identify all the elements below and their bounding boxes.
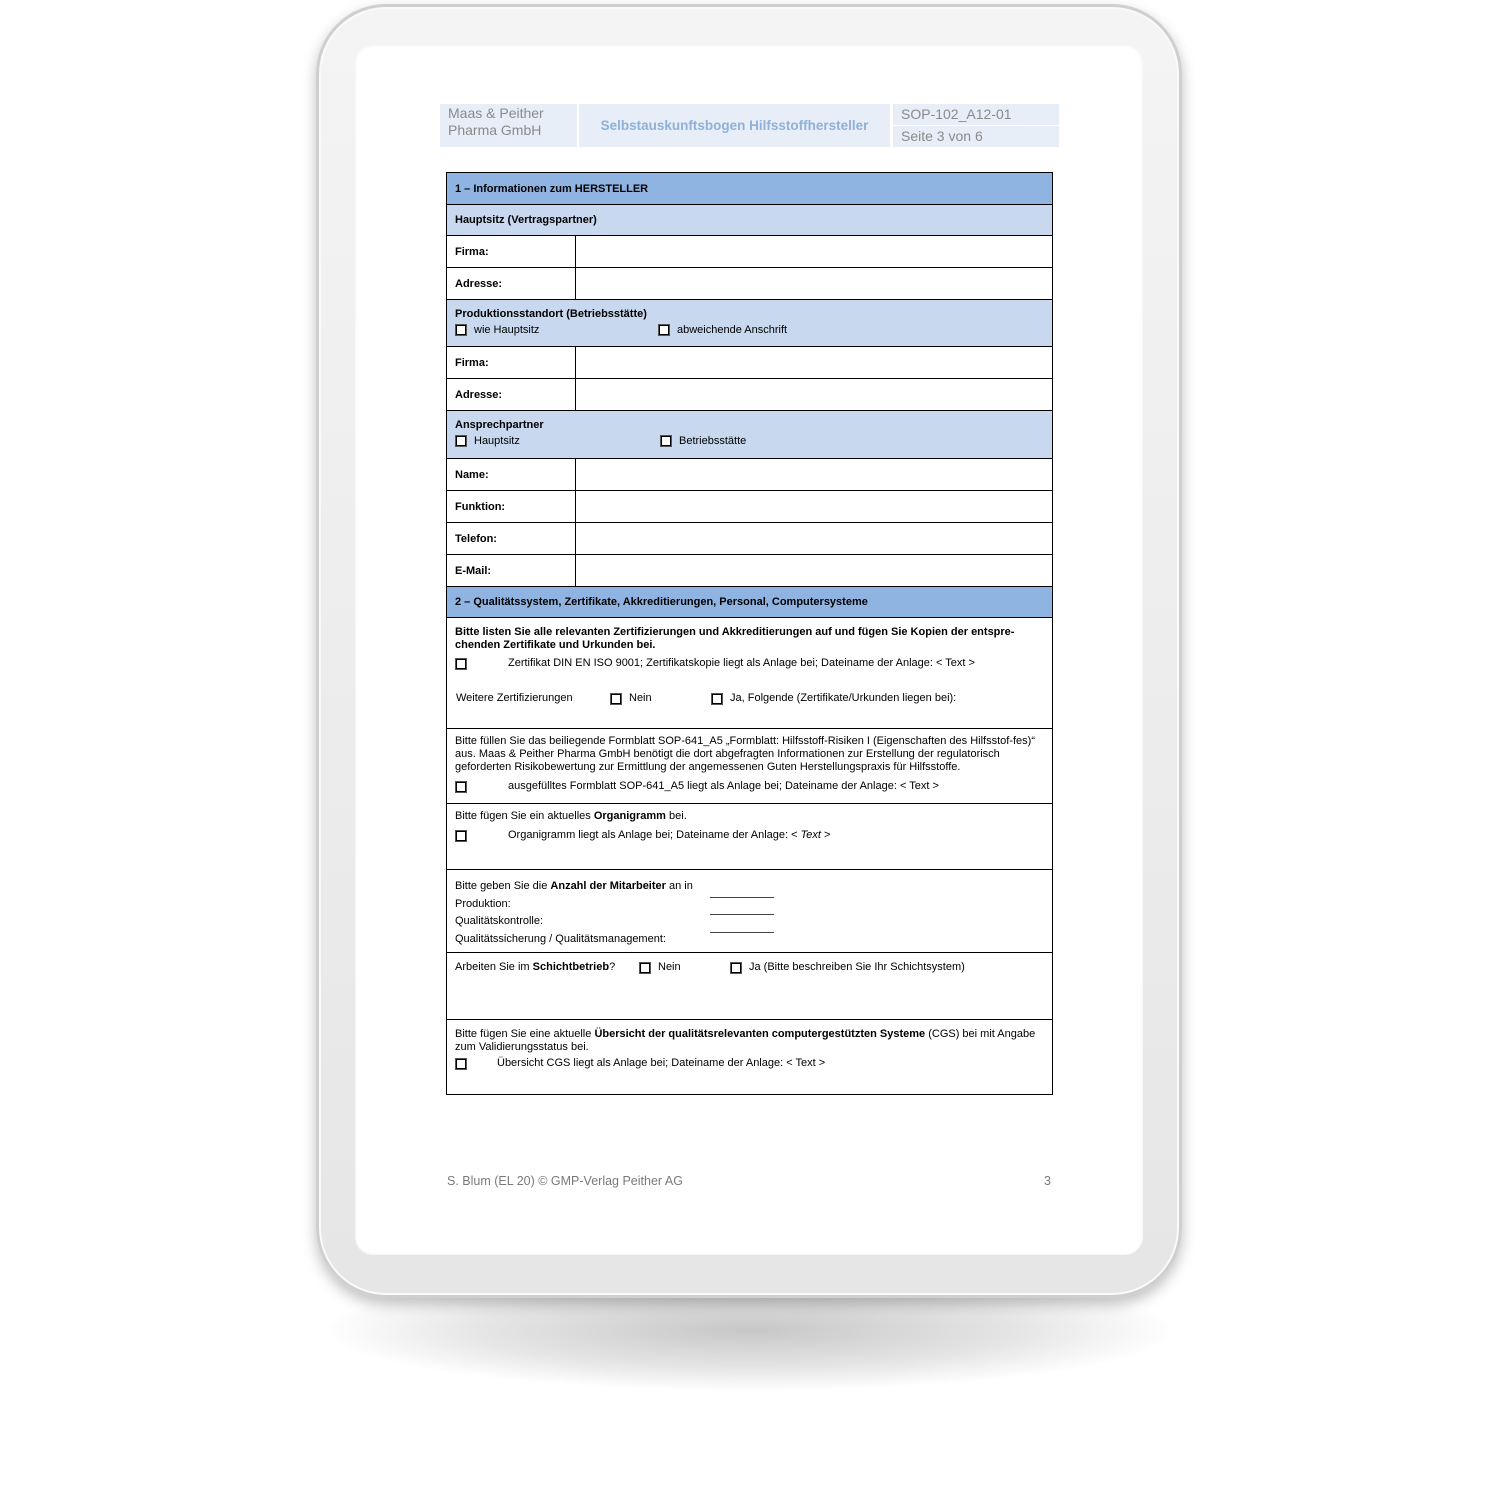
contact-option-site-label: Betriebsstätte bbox=[679, 435, 747, 447]
hq-adresse-field[interactable] bbox=[576, 268, 1052, 299]
staff-production-field[interactable] bbox=[710, 896, 774, 898]
contact-funktion-field[interactable] bbox=[576, 491, 1052, 522]
hq-header bbox=[447, 205, 1052, 236]
section-2-header bbox=[447, 587, 1052, 618]
site-option-hq[interactable] bbox=[456, 324, 539, 336]
contact-title: Ansprechpartner bbox=[455, 419, 544, 431]
cgs-text-bold: Übersicht der qualitätsrelevanten computergestützten Systeme bbox=[594, 1028, 926, 1040]
manufacturer-form bbox=[446, 172, 1053, 1095]
cert-further-label: Weitere Zertifizierungen bbox=[456, 692, 573, 704]
site-option-other[interactable] bbox=[659, 324, 787, 336]
section-1-title: 1 – Informationen zum HERSTELLER bbox=[455, 182, 649, 195]
staff-qa-field[interactable] bbox=[710, 931, 774, 933]
cert-further-no[interactable] bbox=[611, 692, 652, 705]
cert-iso-option[interactable] bbox=[456, 657, 975, 670]
staff-qa-label: Qualitätssicherung / Qualitätsmanagement: bbox=[455, 932, 666, 945]
contact-option-site[interactable] bbox=[661, 435, 746, 447]
shift-yes[interactable] bbox=[731, 961, 965, 974]
contact-funktion-row bbox=[447, 491, 1052, 523]
site-option-other-label: abweichende Anschrift bbox=[677, 324, 788, 336]
checkbox-icon[interactable] bbox=[456, 1059, 466, 1069]
org-block bbox=[447, 804, 1052, 870]
cgs-text bbox=[455, 1028, 1044, 1054]
staff-qc-field[interactable] bbox=[710, 913, 774, 915]
cgs-option-label: Übersicht CGS liegt als Anlage bei; Dateiname der Anlage: < Text > bbox=[497, 1057, 826, 1069]
site-header bbox=[447, 300, 1052, 347]
checkbox-icon[interactable] bbox=[456, 831, 466, 841]
staff-qa-row bbox=[455, 931, 1044, 949]
contact-name-field[interactable] bbox=[576, 459, 1052, 490]
shift-text-bold: Schichtbetrieb bbox=[532, 961, 610, 973]
checkbox-icon[interactable] bbox=[611, 694, 621, 704]
contact-email-label: E-Mail: bbox=[447, 555, 576, 586]
org-text-bold: Organigramm bbox=[593, 810, 666, 822]
risk-block bbox=[447, 729, 1052, 804]
checkbox-icon[interactable] bbox=[731, 963, 741, 973]
risk-option[interactable] bbox=[456, 780, 939, 793]
staff-production-label: Produktion: bbox=[455, 897, 511, 910]
contact-name-row bbox=[447, 459, 1052, 491]
org-option-end: > bbox=[820, 829, 831, 841]
site-firma-row bbox=[447, 347, 1052, 379]
cert-further-yes-label: Ja, Folgende (Zertifikate/Urkunden liegen bei): bbox=[730, 692, 957, 704]
site-adresse-field[interactable] bbox=[576, 379, 1052, 410]
staff-text-pre: Bitte geben Sie die bbox=[455, 880, 551, 892]
cgs-text-pre: Bitte fügen Sie eine aktuelle bbox=[455, 1028, 595, 1040]
contact-telefon-label: Telefon: bbox=[447, 523, 576, 554]
hq-firma-label: Firma: bbox=[447, 236, 576, 267]
staff-text-post: an in bbox=[665, 880, 693, 892]
shift-no-label: Nein bbox=[658, 961, 681, 973]
org-option-label bbox=[508, 829, 830, 842]
contact-telefon-row bbox=[447, 523, 1052, 555]
staff-qc-label: Qualitätskontrolle: bbox=[455, 915, 544, 927]
company-line-2: Pharma GmbH bbox=[448, 122, 542, 138]
checkbox-icon[interactable] bbox=[712, 694, 722, 704]
hq-title: Hauptsitz (Vertragspartner) bbox=[455, 214, 597, 226]
staff-text-bold: Anzahl der Mitarbeiter bbox=[550, 880, 666, 892]
footer-copyright: S. Blum (EL 20) © GMP-Verlag Peither AG bbox=[447, 1174, 683, 1188]
header-page: Seite 3 von 6 bbox=[893, 126, 1059, 147]
org-option-text: Organigramm liegt als Anlage bei; Dateiname der Anlage: < bbox=[508, 829, 801, 841]
site-firma-field[interactable] bbox=[576, 347, 1052, 378]
cert-intro: Bitte listen Sie alle relevanten Zertifizierungen und Akkreditierungen auf und fügen Sie Kopien der entspre-chenden Zertifikate und Urkunden bei. bbox=[455, 626, 1015, 651]
shift-text-pre: Arbeiten Sie im bbox=[455, 961, 533, 973]
risk-option-label: ausgefülltes Formblatt SOP-641_A5 liegt als Anlage bei; Dateiname der Anlage: < Text > bbox=[508, 780, 939, 792]
cgs-block bbox=[447, 1020, 1052, 1094]
cert-further-no-label: Nein bbox=[629, 692, 652, 704]
contact-telefon-field[interactable] bbox=[576, 523, 1052, 554]
contact-funktion-label: Funktion: bbox=[447, 491, 576, 522]
staff-text bbox=[455, 878, 1044, 896]
header-title: Selbstauskunftsbogen Hilfsstoffhersteller bbox=[579, 104, 890, 147]
hq-firma-field[interactable] bbox=[576, 236, 1052, 267]
staff-block bbox=[447, 870, 1052, 953]
checkbox-icon[interactable] bbox=[659, 325, 669, 335]
contact-email-field[interactable] bbox=[576, 555, 1052, 586]
shift-text-post: ? bbox=[609, 961, 616, 973]
org-text-pre: Bitte fügen Sie ein aktuelles bbox=[455, 810, 594, 822]
site-adresse-row bbox=[447, 379, 1052, 411]
header-doc-id: SOP-102_A12-01 bbox=[893, 104, 1059, 125]
section-2-title: 2 – Qualitätssystem, Zertifikate, Akkreditierungen, Personal, Computersysteme bbox=[455, 596, 868, 608]
section-1-header bbox=[447, 173, 1052, 205]
checkbox-icon[interactable] bbox=[456, 659, 466, 669]
cgs-text-post: (CGS) bei mit Angabe zum Validierungsstatus bei. bbox=[455, 1028, 1036, 1053]
shift-no[interactable] bbox=[640, 961, 681, 974]
risk-text: Bitte füllen Sie das beiliegende Formblatt SOP-641_A5 „Formblatt: Hilfsstoff-Risiken I (Eigenschaften des Hilfsstof-fes)“ aus. Maas & Peither Pharma GmbH benötigt die dort abgefragten Informationen zur Erstellung der regulatorisch geforderten Risikobewertung zur Ermittlung der angemessenen Guten Herstellungspraxis für Hilfsstoffe. bbox=[455, 735, 1035, 773]
hq-adresse-label: Adresse: bbox=[447, 268, 576, 299]
site-firma-label: Firma: bbox=[447, 347, 576, 378]
site-adresse-label: Adresse: bbox=[447, 379, 576, 410]
org-option-italic: Text bbox=[800, 829, 821, 841]
cert-further-yes[interactable] bbox=[712, 692, 956, 705]
hq-adresse-row bbox=[447, 268, 1052, 300]
contact-option-hq-label: Hauptsitz bbox=[474, 435, 520, 447]
cert-block bbox=[447, 618, 1052, 729]
cert-iso-label: Zertifikat DIN EN ISO 9001; Zertifikatskopie liegt als Anlage bei; Dateiname der Anlage: < Text > bbox=[508, 657, 975, 669]
org-text-post: bei. bbox=[665, 810, 687, 822]
header-company bbox=[440, 104, 577, 147]
contact-header bbox=[447, 411, 1052, 459]
contact-name-label: Name: bbox=[447, 459, 576, 490]
staff-qc-row bbox=[455, 913, 1044, 931]
checkbox-icon[interactable] bbox=[456, 782, 466, 792]
shift-yes-label: Ja (Bitte beschreiben Sie Ihr Schichtsystem) bbox=[749, 961, 965, 973]
contact-email-row bbox=[447, 555, 1052, 587]
org-option[interactable] bbox=[456, 829, 830, 842]
site-option-hq-label: wie Hauptsitz bbox=[474, 324, 540, 336]
company-line-1: Maas & Peither bbox=[448, 105, 544, 121]
org-text bbox=[455, 810, 1044, 823]
checkbox-icon[interactable] bbox=[661, 436, 671, 446]
checkbox-icon[interactable] bbox=[456, 436, 466, 446]
cgs-option[interactable] bbox=[456, 1057, 825, 1070]
site-title: Produktionsstandort (Betriebsstätte) bbox=[455, 308, 647, 320]
contact-option-hq[interactable] bbox=[456, 435, 520, 447]
checkbox-icon[interactable] bbox=[456, 325, 466, 335]
staff-production-row bbox=[455, 896, 1044, 914]
shift-block bbox=[447, 953, 1052, 1020]
footer-page-number: 3 bbox=[1044, 1174, 1051, 1188]
hq-firma-row bbox=[447, 236, 1052, 268]
checkbox-icon[interactable] bbox=[640, 963, 650, 973]
